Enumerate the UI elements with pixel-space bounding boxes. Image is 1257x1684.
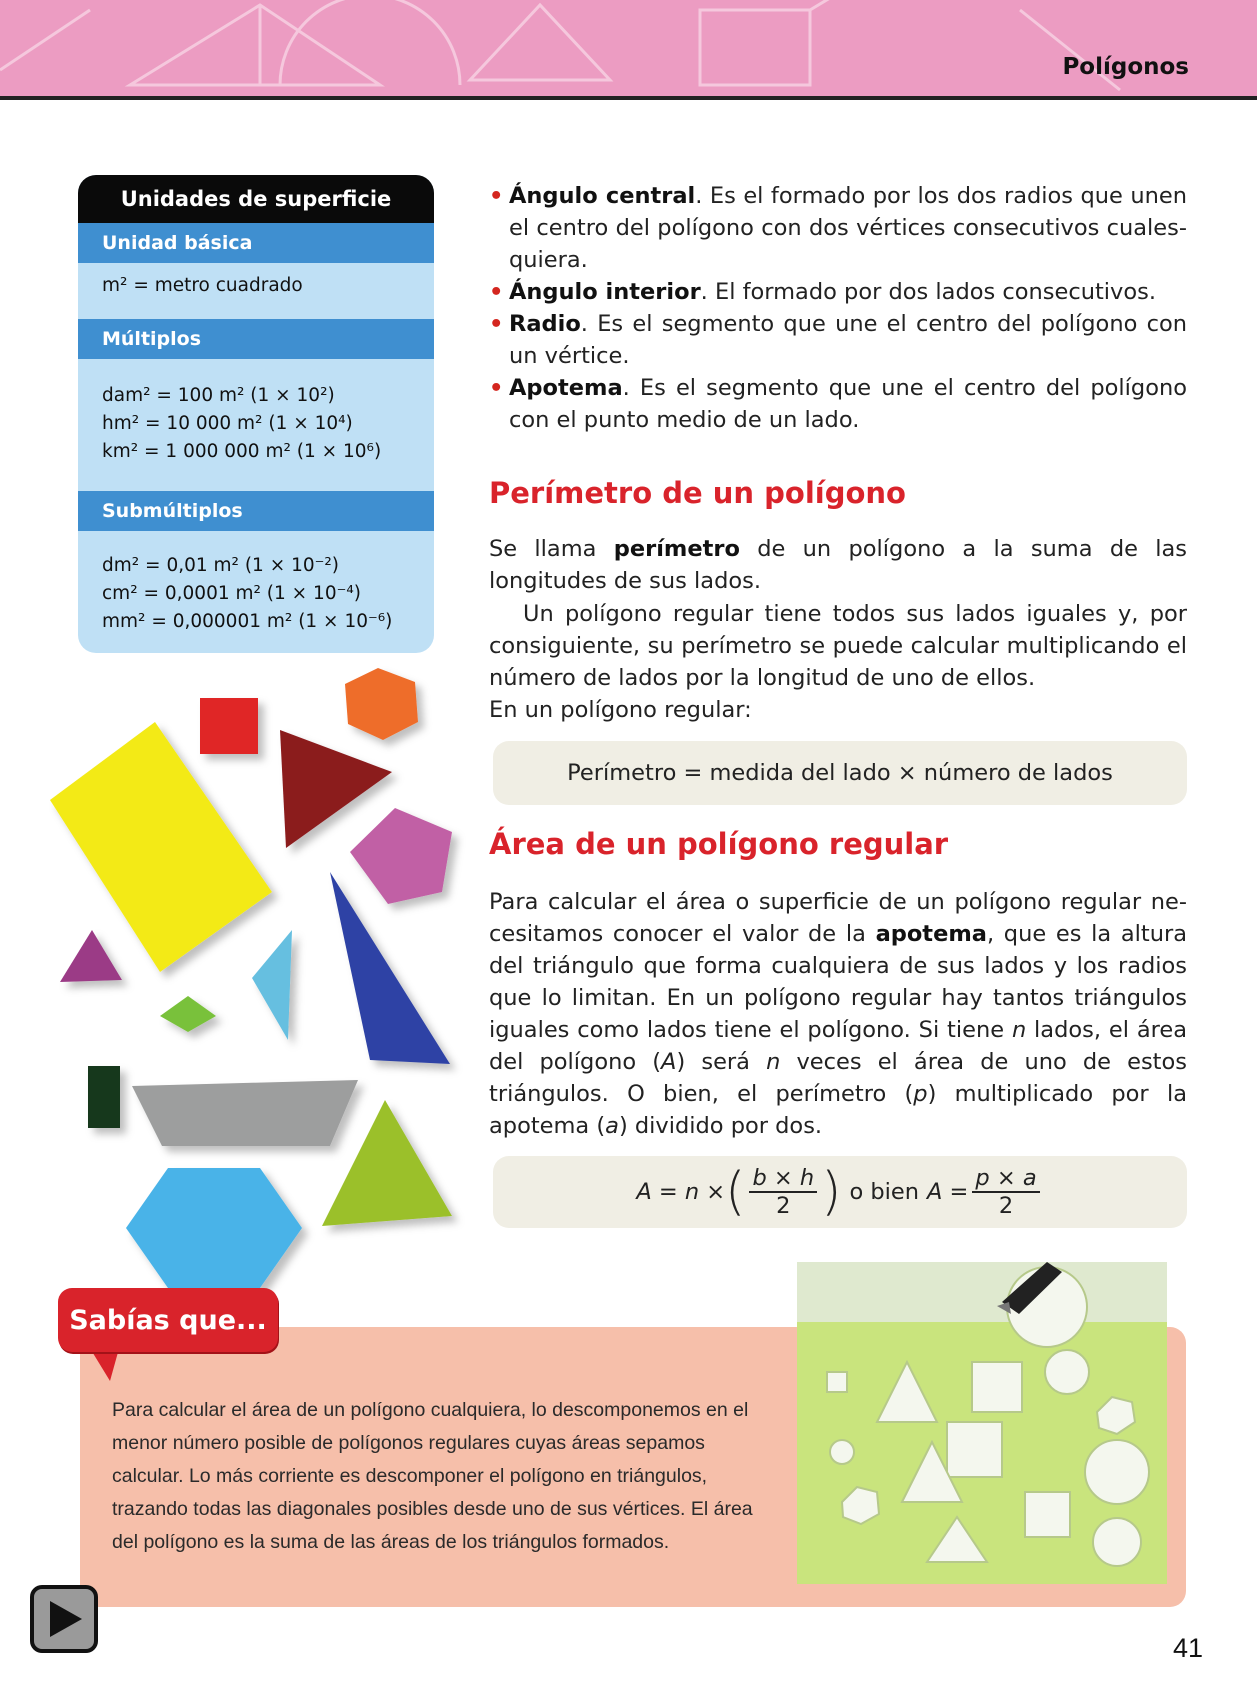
purple-triangle-shape xyxy=(60,930,122,982)
units-multiple-line: km² = 1 000 000 m² (1 × 10⁶) xyxy=(102,441,382,462)
units-title: Unidades de superficie xyxy=(78,175,434,223)
units-multiple-line: dam² = 100 m² (1 × 10²) xyxy=(102,385,335,406)
yellow-rectangle-shape xyxy=(50,722,272,972)
bullet-term: Apotema xyxy=(509,375,623,401)
green-rhombus-shape xyxy=(160,996,216,1032)
perimeter-heading: Perímetro de un polígono xyxy=(489,476,906,510)
fraction: $\frac{p \times a}{2}$ xyxy=(972,1165,1039,1219)
units-submultiple-line: cm² = 0,0001 m² (1 × 10⁻⁴) xyxy=(102,583,361,604)
light-blue-triangle-shape xyxy=(252,930,292,1040)
area-paragraph: Para calcular el área o superficie de un polígono regular necesitamos conocer el valor de la apotema, que es la altura del triángulo que forma cualquiera de sus lados y los radios que lo limitan. En un polígono regular hay tantos triángulos iguales como lados tiene el polígono. Si tiene n lados, el área del polígono (A) será n veces el área de uno de estos triángulos. O bien, el perímetro (p) multiplicado por la apotema (a) dividido por dos. xyxy=(489,889,1188,1139)
perimeter-paragraph: En un polígono regular: xyxy=(489,697,752,723)
units-table xyxy=(78,175,434,653)
play-button[interactable] xyxy=(30,1585,98,1653)
list-item: • Ángulo interior. El formado por dos lados consecutivos. xyxy=(489,279,1157,305)
bullet-term: Ángulo central xyxy=(509,183,696,209)
bullet-term: Ángulo interior xyxy=(509,279,701,305)
units-multiples-label: Múltiplos xyxy=(78,319,434,359)
units-submultiple-line: mm² = 0,000001 m² (1 × 10⁻⁶) xyxy=(102,611,393,632)
area-formula: A = n × ( $\frac{b \times h}{2}$ ) o bien A = $\frac{p \times a}{2}$ xyxy=(493,1156,1187,1228)
area-heading: Área de un polígono regular xyxy=(489,827,949,861)
lime-triangle-shape xyxy=(322,1100,452,1226)
units-basic-label: Unidad básica xyxy=(78,223,434,263)
pink-pentagon-shape xyxy=(350,808,452,904)
list-item: • Ángulo central. Es el formado por los dos radios que unen el centro del polígono con dos vértices consecutivos cualesquiera. xyxy=(489,183,1188,273)
units-submultiples-label: Submúltiplos xyxy=(78,491,434,531)
page-header xyxy=(0,0,1257,100)
page-number: 41 xyxy=(1172,1633,1203,1663)
list-item: • Radio. Es el segmento que une el centro del polígono con un vértice. xyxy=(489,311,1187,369)
perimeter-paragraph: Un polígono regular tiene todos sus lados iguales y, por consiguiente, su perímetro se puede calcular multiplicando el número de lados por la longitud de uno de ellos. xyxy=(489,601,1187,691)
perimeter-paragraph: Se llama perímetro de un polígono a la suma de las longitudes de sus lados. xyxy=(489,536,1188,594)
units-multiple-line: hm² = 10 000 m² (1 × 10⁴) xyxy=(102,413,353,434)
did-you-know-tag: Sabías que... xyxy=(58,1288,278,1352)
units-submultiple-line: dm² = 0,01 m² (1 × 10⁻²) xyxy=(102,555,340,576)
page-title: Polígonos xyxy=(1062,54,1189,80)
dark-green-rectangle-shape xyxy=(88,1066,120,1128)
units-basic-line: m² = metro cuadrado xyxy=(102,275,303,296)
perimeter-formula: Perímetro = medida del lado × número de lados xyxy=(493,741,1187,805)
geometry-template-photo xyxy=(797,1262,1167,1584)
play-icon xyxy=(34,1589,94,1649)
bullet-term: Radio xyxy=(509,311,581,337)
orange-hexagon-shape xyxy=(345,668,418,740)
definition-list xyxy=(489,180,1187,436)
red-square-shape xyxy=(200,698,258,754)
geometry-header-art xyxy=(0,0,1257,96)
did-you-know-text: Para calcular el área de un polígono cualquiera, lo descomponemos en el menor número posible de polígonos regulares cuyas áreas sepamos calcular. Lo más corriente es descomponer el polígono en triángulos, trazando todas las diagonales posibles desde uno de sus vértices. El área del polígono es la suma de las áreas de los triángulos formados. xyxy=(112,1399,753,1553)
list-item: • Apotema. Es el segmento que une el centro del polígono con el punto medio de un lado. xyxy=(489,375,1187,433)
sky-blue-hexagon-shape xyxy=(126,1168,302,1288)
gray-trapezoid-shape xyxy=(132,1080,358,1146)
fraction: $\frac{b \times h}{2}$ xyxy=(749,1165,817,1219)
polygon-shapes-illustration xyxy=(40,660,480,1300)
